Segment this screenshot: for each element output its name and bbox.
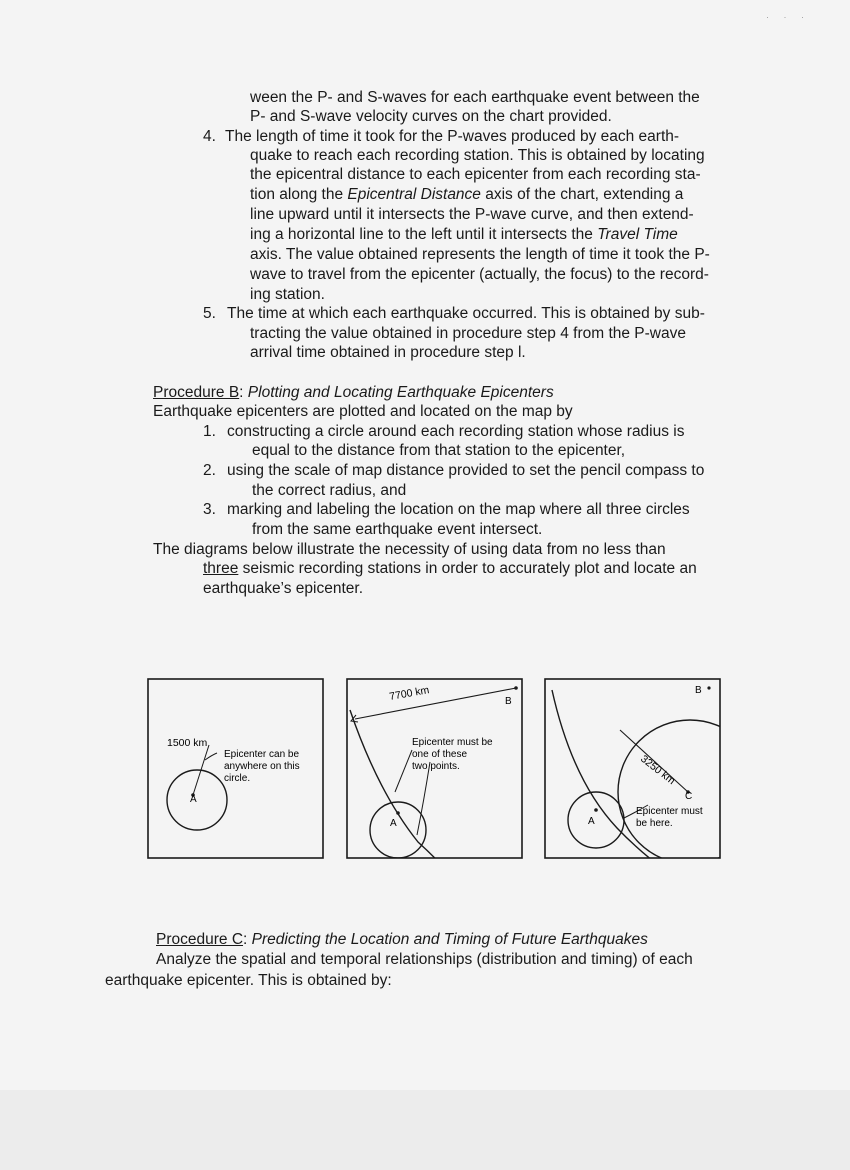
- step-line: marking and labeling the location on the map where all three circles: [227, 501, 690, 518]
- item4-line: The length of time it took for the P-waves produced by each earth-: [225, 128, 680, 145]
- station-dot: [396, 811, 400, 815]
- station-label: B: [505, 696, 512, 707]
- item4-line: axis. The value obtained represents the length of time it took the P-: [250, 246, 710, 263]
- continuation-line: ween the P- and S-waves for each earthquake event between the: [250, 89, 700, 106]
- station-label: C: [685, 791, 693, 802]
- item-number: 5.: [203, 305, 216, 322]
- diagram-intro-line: The diagrams below illustrate the necessity of using data from no less than: [153, 541, 666, 558]
- step-number: 1.: [203, 423, 216, 440]
- underlined-word: three: [203, 560, 239, 577]
- scan-corner-marks: · · ·: [766, 12, 810, 22]
- text-span: ing a horizontal line to the left until it intersects the: [250, 226, 598, 243]
- continuation-line: P- and S-wave velocity curves on the chart provided.: [250, 108, 612, 125]
- step-number: 3.: [203, 501, 216, 518]
- item-number: 4.: [203, 128, 216, 145]
- station-dot: [514, 686, 518, 690]
- note-arrow: [417, 762, 430, 835]
- diagram-three-stations: [545, 679, 762, 870]
- station-dot: [594, 808, 598, 812]
- note-text: Epicenter must be: [412, 737, 493, 748]
- procedure-title: Predicting the Location and Timing of Future Earthquakes: [251, 931, 648, 948]
- note-text: one of these: [412, 749, 468, 760]
- note-text: two points.: [412, 761, 460, 772]
- text-span: tion along the: [250, 186, 348, 203]
- item4-line: line upward until it intersects the P-wave curve, and then extend-: [250, 206, 694, 223]
- note-text: Epicenter can be: [224, 749, 300, 760]
- item5-line: tracting the value obtained in procedure step 4 from the P-wave: [250, 325, 686, 342]
- procedure-c-line: Analyze the spatial and temporal relationships (distribution and timing) of each: [156, 951, 693, 968]
- text-span: :: [243, 931, 252, 948]
- diagram-two-stations: [347, 679, 522, 880]
- radius-line: [355, 688, 516, 719]
- station-label: B: [695, 685, 702, 696]
- procedure-label: Procedure B: [153, 384, 240, 401]
- station-label: A: [190, 794, 197, 805]
- procedure-title: Plotting and Locating Earthquake Epicenters: [247, 384, 554, 401]
- step-line: equal to the distance from that station to the epicenter,: [252, 442, 626, 459]
- distance-arc-b: [552, 690, 665, 870]
- distance-label: 1500 km: [167, 737, 208, 749]
- italic-term: Travel Time: [597, 226, 678, 243]
- item4-line: quake to reach each recording station. This is obtained by locating: [250, 147, 705, 164]
- step-line: using the scale of map distance provided to set the pencil compass to: [227, 462, 705, 479]
- note-text: anywhere on this: [224, 761, 300, 772]
- procedure-c-line: earthquake epicenter. This is obtained by:: [105, 972, 392, 989]
- diagram-frame: [545, 679, 720, 858]
- station-dot: [707, 686, 710, 689]
- procedure-c-heading: [156, 931, 648, 949]
- diagram-one-station: [148, 679, 323, 858]
- item5-line: arrival time obtained in procedure step l.: [250, 344, 526, 361]
- note-text: be here.: [636, 818, 673, 829]
- item4-line: the epicentral distance to each epicenter from each recording sta-: [250, 166, 701, 183]
- procedure-b-intro: Earthquake epicenters are plotted and located on the map by: [153, 403, 573, 420]
- note-text: circle.: [224, 773, 251, 784]
- procedure-label: Procedure C: [156, 931, 244, 948]
- item4-line: ing station.: [250, 286, 325, 303]
- step-line: constructing a circle around each recording station whose radius is: [227, 423, 685, 440]
- note-arrow: [205, 753, 217, 760]
- station-label: A: [588, 816, 595, 827]
- item4-line: wave to travel from the epicenter (actually, the focus) to the record-: [250, 266, 709, 283]
- step-number: 2.: [203, 462, 216, 479]
- text-span: axis of the chart, extending a: [480, 186, 684, 203]
- station-label: A: [390, 818, 397, 829]
- distance-label: 7700 km: [388, 684, 431, 703]
- item5-line: The time at which each earthquake occurred. This is obtained by sub-: [227, 305, 705, 322]
- distance-circle: [167, 770, 227, 830]
- note-arrow: [395, 750, 412, 792]
- text-span: :: [239, 384, 248, 401]
- text-span: seismic recording stations in order to accurately plot and locate an: [238, 560, 697, 577]
- italic-term: Epicentral Distance: [347, 186, 481, 203]
- step-line: from the same earthquake event intersect.: [252, 521, 543, 538]
- step-line: the correct radius, and: [252, 482, 407, 499]
- distance-label: 3250 km: [638, 752, 678, 788]
- note-text: Epicenter must: [636, 806, 703, 817]
- diagram-intro-line: earthquake’s epicenter.: [203, 580, 363, 597]
- distance-arc-b: [350, 710, 455, 880]
